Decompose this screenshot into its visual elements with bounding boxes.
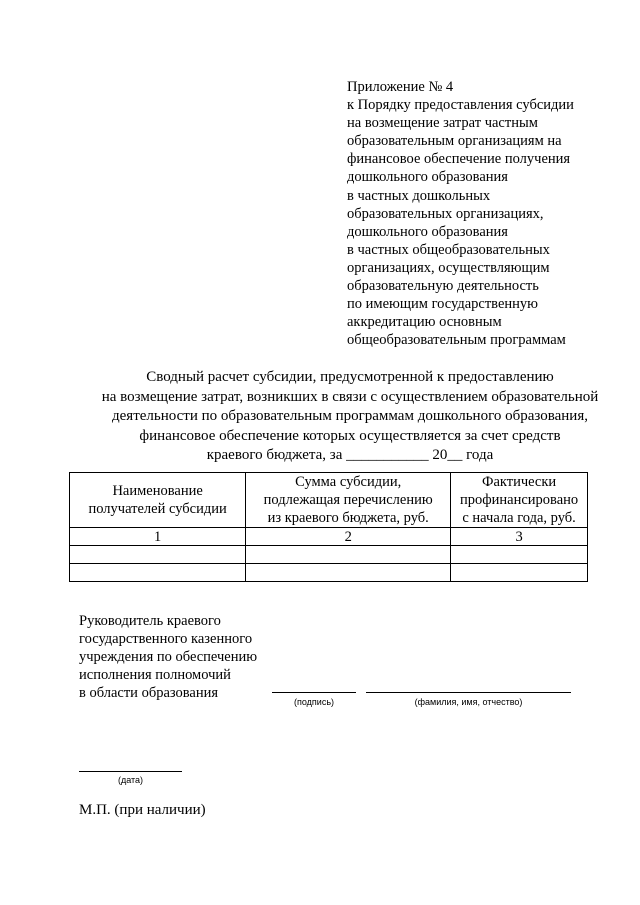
annex-line: дошкольного образования [347, 169, 508, 186]
date-line [79, 771, 182, 772]
header-text: из краевого бюджета, руб. [267, 510, 429, 526]
annex-line: по имеющим государственную [347, 296, 538, 313]
signer-line: в области образования [79, 685, 219, 701]
table-cell [246, 546, 451, 564]
annex-line: образовательных организациях, [347, 205, 544, 222]
column-number-row [70, 528, 588, 546]
table-cell [246, 564, 451, 582]
header-text: профинансировано [459, 492, 579, 508]
annex-line: образовательным организациям на [347, 133, 562, 150]
table-cell [70, 546, 246, 564]
annex-line: аккредитацию основным [347, 314, 502, 331]
title-line: финансовое обеспечение которых осуществляется за счет средств [139, 427, 561, 444]
table-row [70, 546, 588, 564]
header-subsidy-amount [246, 473, 451, 528]
annex-block [347, 78, 627, 349]
header-text: подлежащая перечислению [263, 492, 433, 508]
signer-line: Руководитель краевого [79, 613, 221, 629]
annex-line: финансовое обеспечение получения [347, 151, 571, 168]
signature-line [272, 692, 356, 693]
column-number: 3 [451, 528, 588, 546]
annex-line: организациях, осуществляющим [347, 259, 550, 276]
column-number: 1 [70, 528, 246, 546]
date-hint: (дата) [117, 775, 144, 785]
full-name-hint: (фамилия, имя, отчество) [414, 697, 523, 707]
signature-hint: (подпись) [293, 697, 335, 707]
annex-line: Приложение № 4 [347, 79, 454, 95]
header-text: Сумма субсидии, [295, 474, 402, 490]
table-cell [451, 564, 588, 582]
seal-note: М.П. (при наличии) [79, 802, 206, 818]
header-recipient-name [70, 473, 246, 528]
title-line: Сводный расчет субсидии, предусмотренной к предоставлению [146, 369, 554, 385]
annex-line: дошкольного образования [347, 223, 508, 240]
table-cell [451, 546, 588, 564]
signer-line: государственного казенного [79, 631, 253, 647]
annex-line: на возмещение затрат частным [347, 115, 538, 132]
header-text: Наименование [112, 483, 203, 499]
signer-line: учреждения по обеспечению [79, 649, 258, 665]
signer-line: исполнения полномочий [79, 667, 231, 683]
header-text: с начала года, руб. [462, 510, 576, 526]
annex-line: к Порядку предоставления субсидии [347, 97, 574, 114]
full-name-line [366, 692, 571, 693]
annex-line: общеобразовательным программам [347, 332, 566, 349]
title-line: на возмещение затрат, возникших в связи с осуществлением образовательной [101, 388, 599, 405]
column-number: 2 [246, 528, 451, 546]
annex-line: образовательную деятельность [347, 278, 539, 295]
title-line: деятельности по образовательным программам дошкольного образования, [112, 408, 588, 424]
annex-line: в частных общеобразовательных [347, 241, 550, 258]
table-header-row [70, 473, 588, 528]
table-row [70, 564, 588, 582]
header-text: получателей субсидии [88, 501, 227, 517]
signer-block [79, 612, 279, 702]
table-cell [70, 564, 246, 582]
annex-line: в частных дошкольных [347, 187, 491, 204]
header-text: Фактически [481, 474, 557, 490]
document-title [70, 368, 630, 466]
header-financed [451, 473, 588, 528]
subsidy-table [69, 472, 588, 582]
title-line: краевого бюджета, за ___________ 20__ года [206, 447, 494, 463]
